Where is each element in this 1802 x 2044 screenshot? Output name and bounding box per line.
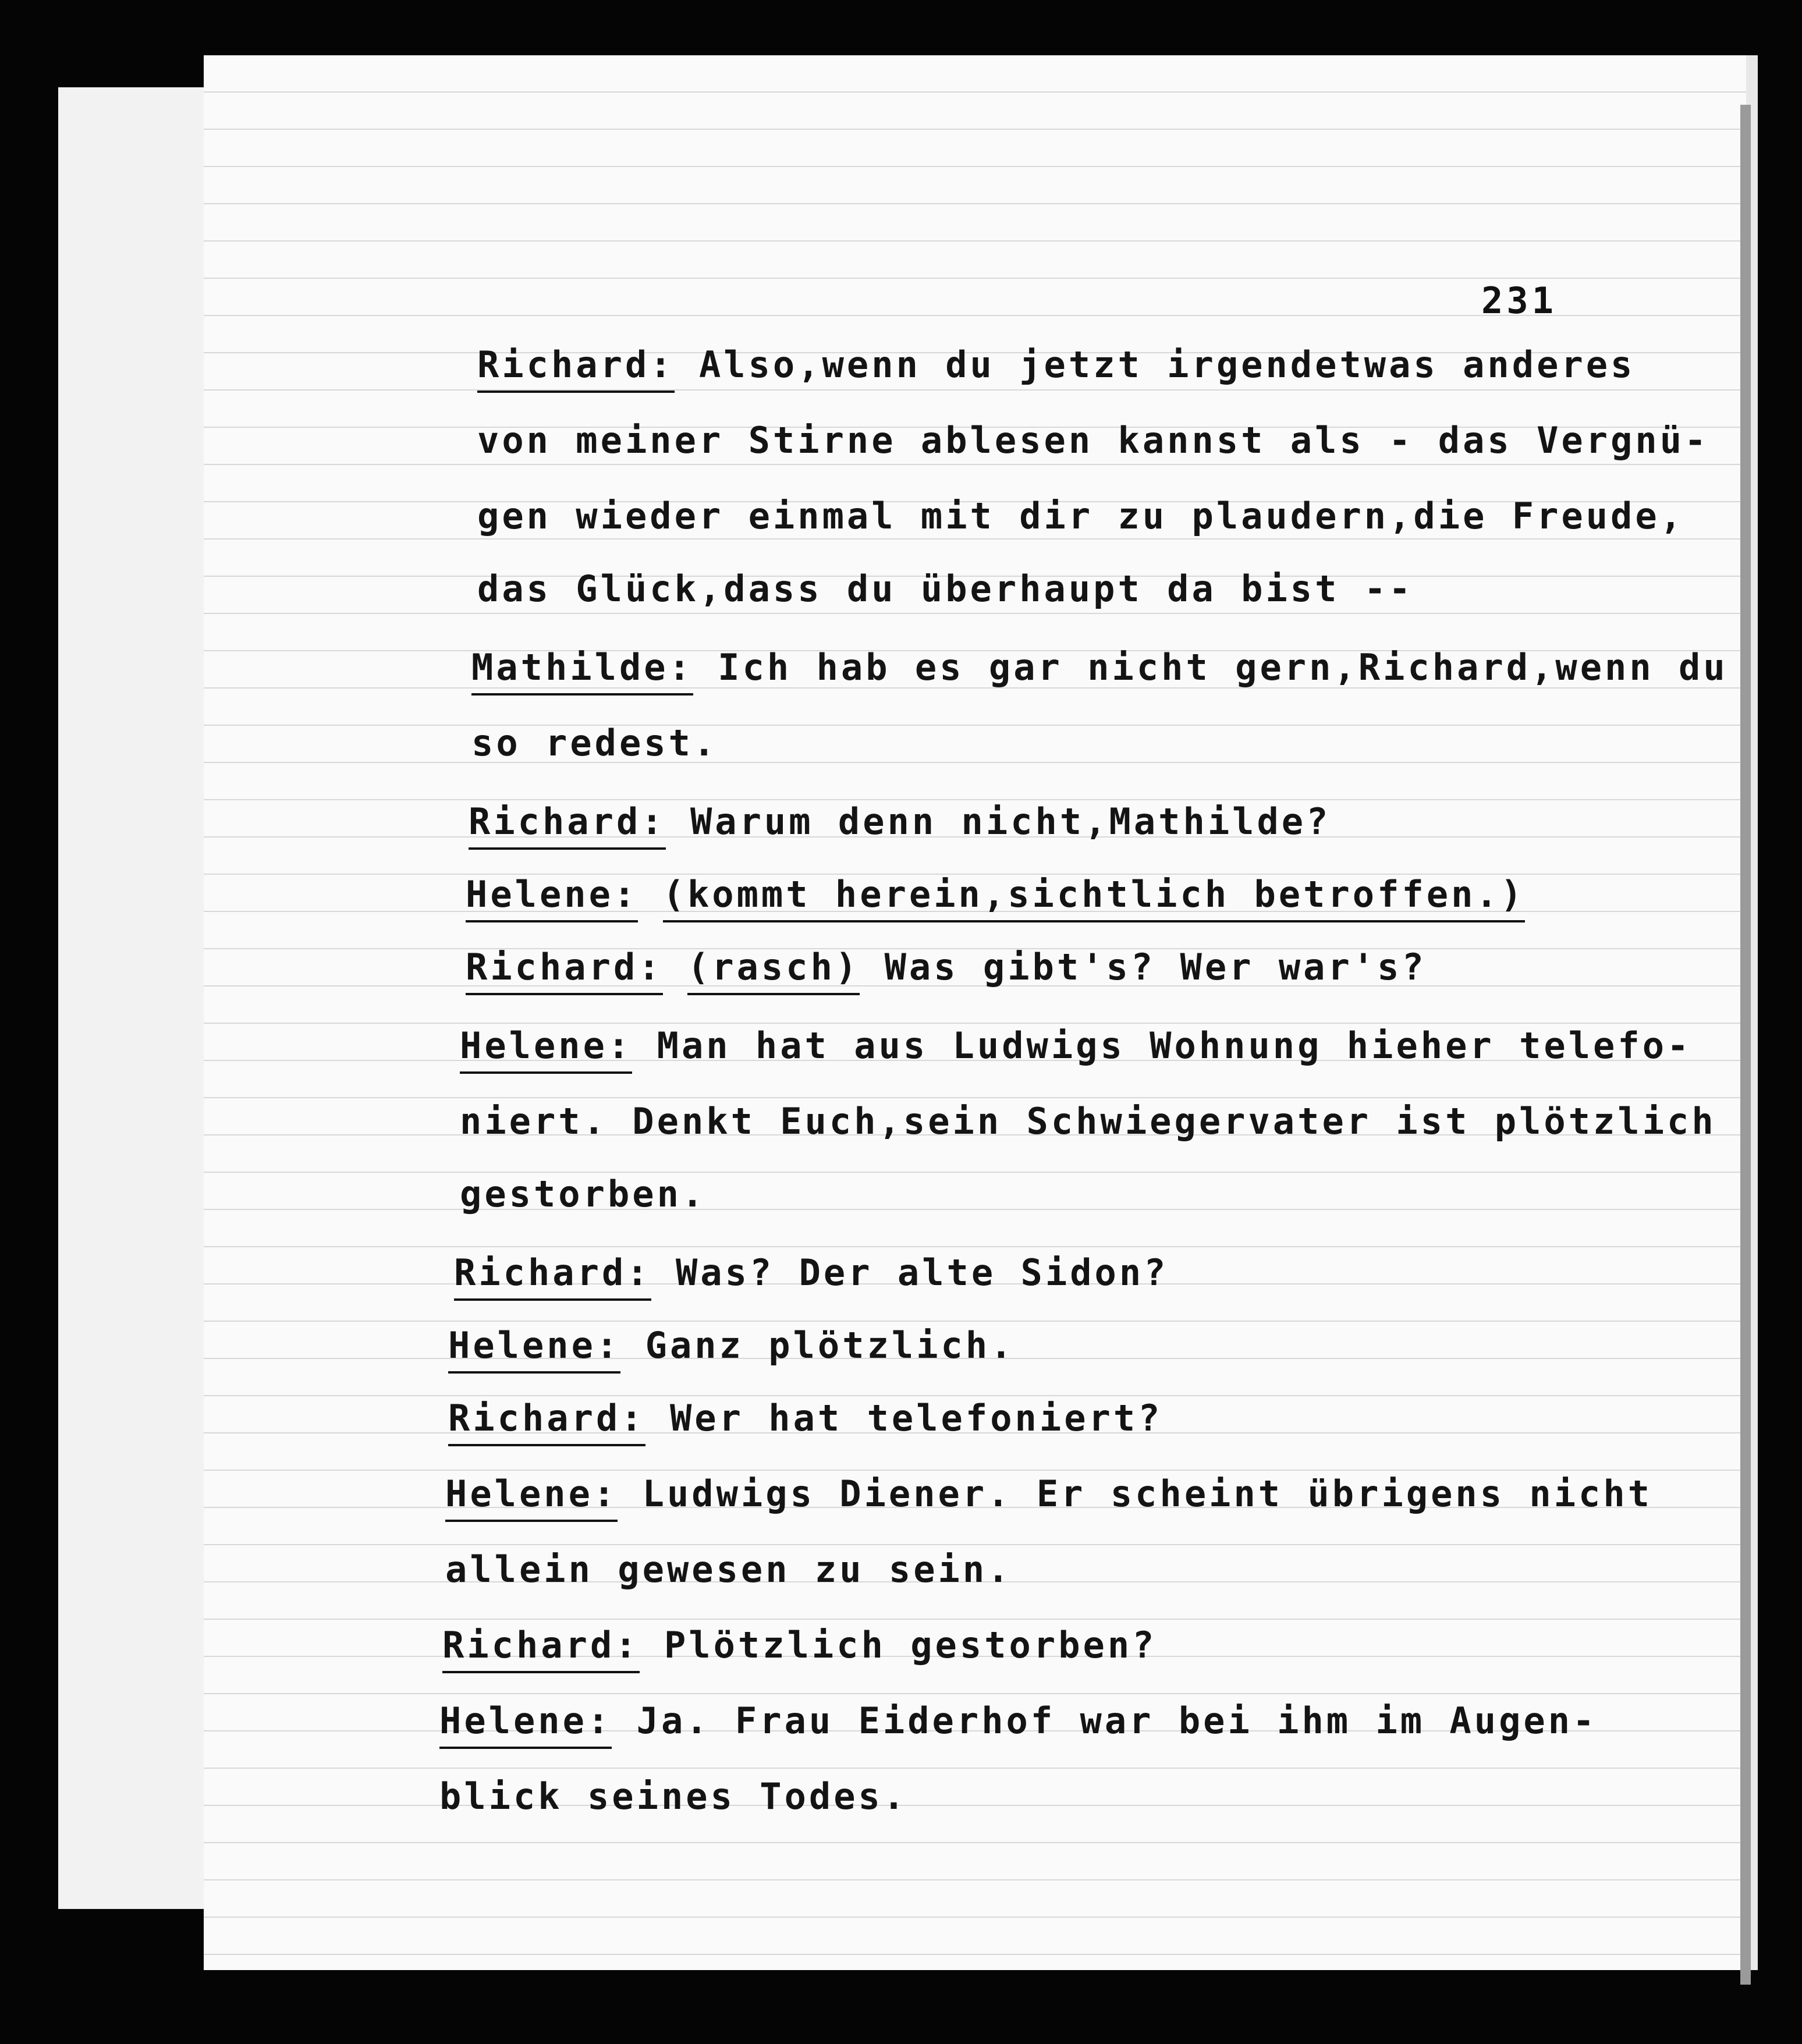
script-line xyxy=(448,1324,1015,1374)
script-line xyxy=(469,800,1331,850)
speaker-name: Helene: xyxy=(439,1699,612,1749)
script-line xyxy=(460,1100,1716,1142)
dialogue-text: gestorben. xyxy=(460,1173,707,1215)
script-line xyxy=(439,1775,907,1818)
speaker-name: Richard: xyxy=(442,1624,640,1673)
page-number: 231 xyxy=(1481,279,1557,322)
speaker-name: Helene: xyxy=(460,1024,632,1074)
dialogue-text: Ganz plötzlich. xyxy=(645,1324,1015,1367)
script-line xyxy=(442,1624,1157,1673)
dialogue-text: Warum denn nicht,Mathilde? xyxy=(690,800,1331,843)
script-line xyxy=(454,1251,1169,1301)
speaker-name: Helene: xyxy=(466,873,638,922)
speaker-name: Richard: xyxy=(477,343,675,393)
dialogue-text: das Glück,dass du überhaupt da bist -- xyxy=(477,567,1414,610)
typewritten-page xyxy=(204,55,1758,1970)
script-line xyxy=(471,646,1728,695)
script-line xyxy=(477,495,1684,537)
dialogue-text: Was gibt's? Wer war's? xyxy=(884,946,1427,988)
dialogue-text: Ich hab es gar nicht gern,Richard,wenn du xyxy=(718,646,1728,689)
dialogue-text: Wer hat telefoniert? xyxy=(669,1397,1163,1439)
speaker-name: Richard: xyxy=(466,946,663,995)
dialogue-text: von meiner Stirne ablesen kannst als - das Vergnü- xyxy=(477,419,1709,462)
dialogue-text: Ja. Frau Eiderhof war bei ihm im Augen- xyxy=(636,1699,1598,1742)
speaker-name: Mathilde: xyxy=(471,646,693,695)
script-line xyxy=(471,722,718,764)
dialogue-text: niert. Denkt Euch,sein Schwiegervater ist plötzlich xyxy=(460,1100,1716,1142)
script-line xyxy=(460,1024,1691,1074)
speaker-name: Richard: xyxy=(454,1251,651,1301)
script-line xyxy=(466,946,1427,995)
stage-direction: (kommt herein,sichtlich betroffen.) xyxy=(663,873,1525,922)
script-line xyxy=(466,873,1525,922)
dialogue-text: blick seines Todes. xyxy=(439,1775,908,1818)
dialogue-text: Plötzlich gestorben? xyxy=(664,1624,1157,1666)
speaker-name: Richard: xyxy=(448,1397,645,1446)
script-line xyxy=(477,419,1709,462)
speaker-name: Richard: xyxy=(469,800,666,850)
script-line xyxy=(445,1548,1012,1591)
dialogue-text: Ludwigs Diener. Er scheint übrigens nicht xyxy=(642,1472,1653,1515)
page-edge xyxy=(1740,105,1751,1985)
script-line xyxy=(448,1397,1163,1446)
script-line xyxy=(439,1699,1597,1749)
speaker-name: Helene: xyxy=(445,1472,618,1522)
dialogue-text: Was? Der alte Sidon? xyxy=(675,1251,1169,1294)
script-line xyxy=(460,1173,706,1215)
speaker-name: Helene: xyxy=(448,1324,620,1374)
script-line xyxy=(477,343,1635,393)
script-line xyxy=(445,1472,1652,1522)
dialogue-text: gen wieder einmal mit dir zu plaudern,die Freude, xyxy=(477,495,1685,537)
stage-direction: (rasch) xyxy=(687,946,860,995)
dialogue-text: Also,wenn du jetzt irgendetwas anderes xyxy=(698,343,1636,386)
script-line xyxy=(477,567,1413,610)
dialogue-text: so redest. xyxy=(471,722,718,764)
dialogue-text: Man hat aus Ludwigs Wohnung hieher telefo- xyxy=(657,1024,1692,1067)
dialogue-text: allein gewesen zu sein. xyxy=(445,1548,1012,1591)
